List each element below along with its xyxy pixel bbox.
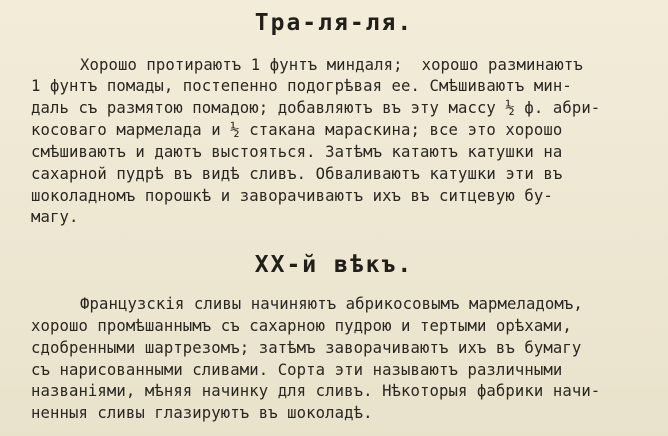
text-line: даль съ размятою помадою; добавляютъ въ эту массу ½ ф. абри- xyxy=(31,99,601,117)
text-line: сахарной пудрѣ въ видѣ сливъ. Обваливаютъ катушки эти въ xyxy=(31,165,563,183)
text-line: ненныя сливы глазируютъ въ шоколадѣ. xyxy=(31,404,373,422)
text-line: съ нарисованными сливами. Сорта эти называютъ различными xyxy=(31,361,563,379)
text-line: названіями, мѣняя начинку для сливъ. Нѣкоторыя фабрики начи- xyxy=(31,382,601,400)
recipe-title-tra-lya-lya: Тра-ля-ля. xyxy=(254,10,414,36)
text-line: магу. xyxy=(31,208,79,226)
text-line: смѣшиваютъ и даютъ выстояться. Затѣмъ катаютъ катушки на xyxy=(31,143,563,161)
text-line: 1 фунтъ помады, постепенно подогрѣвая ее. Смѣшиваютъ мин- xyxy=(31,77,572,95)
text-line: косоваго мармелада и ½ стакана мараскина; все это хорошо xyxy=(31,121,563,139)
text-line: Французскія сливы начиняютъ абрикосовымъ мармеладомъ, xyxy=(80,295,583,313)
text-line: шоколадномъ порошкѣ и заворачиваютъ ихъ въ ситцевую бу- xyxy=(31,187,553,205)
text-line: Хорошо протираютъ 1 фунтъ миндаля; хорошо разминаютъ xyxy=(80,56,583,74)
text-line: хорошо промѣшаннымъ съ сахарною пудрою и тертыми орѣхами, xyxy=(31,317,572,335)
recipe-title-xx-century: XX-й вѣкъ. xyxy=(254,252,414,278)
text-line: сдобренными шартрезомъ; затѣмъ заворачиваютъ ихъ въ бумагу xyxy=(31,339,582,357)
